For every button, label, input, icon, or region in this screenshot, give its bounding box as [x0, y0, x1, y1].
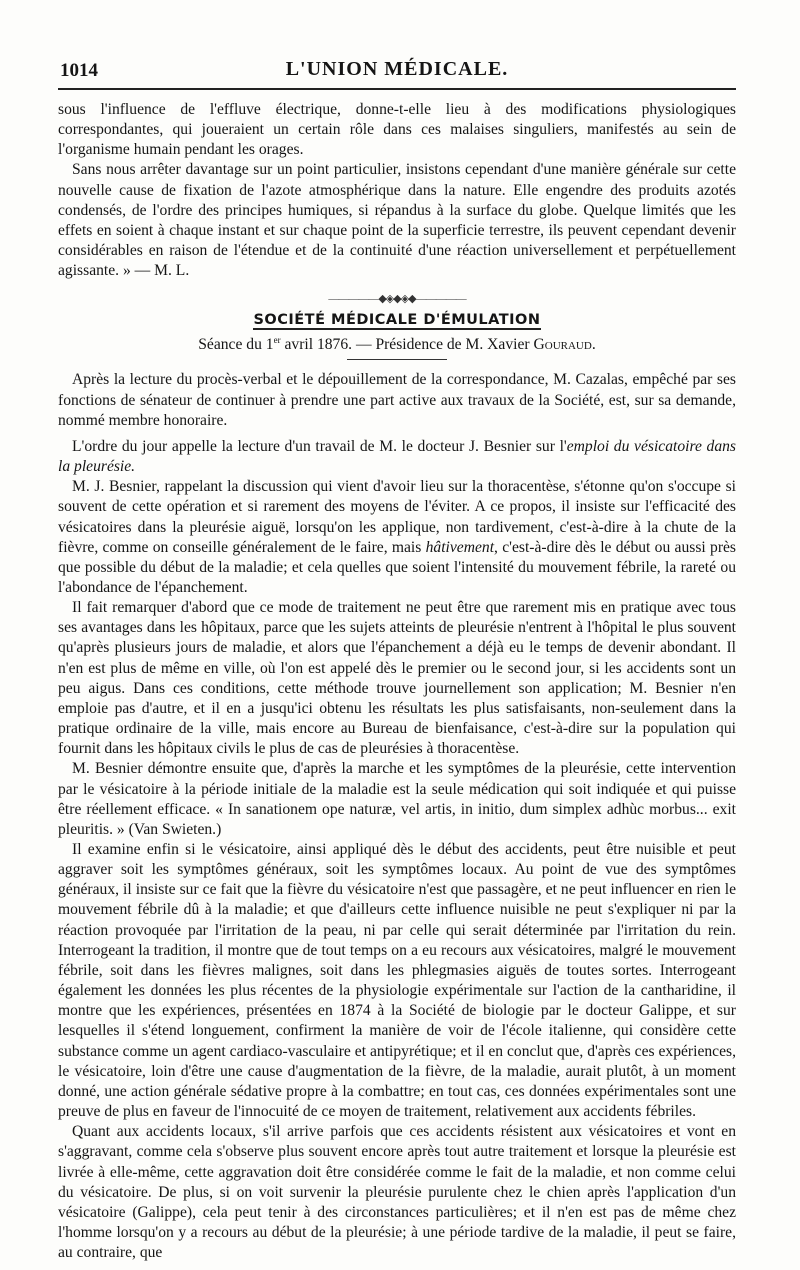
body-paragraph-1: Après la lecture du procès-verbal et le dépouillement de la correspondance, M. Cazalas, empêché par ses fonctions de sénateur de continuer à prendre une part active aux travaux de la Société, est, sur sa demande, nommé membre honoraire.	[58, 371, 736, 429]
body-paragraph-3-text-a: M. J. Besnier, rappelant la discussion qui vient d'avoir lieu sur la thoracentèse, s'étonne qu'on s'occupe si souvent de cette opération et si rarement des moyens de l'éviter. A ce propos, il insiste sur l'efficacité des vésicatoires dans la pleurésie aiguë, lorsqu'on les applique, non tardivement, c'est-à-dire à la chute de la fièvre, comme on conseille généralement de le faire, mais	[58, 478, 736, 556]
body-paragraph-3-emphasis: hâtivement	[425, 538, 495, 556]
seance-ordinal: er	[273, 335, 281, 346]
journal-title: L'UNION MÉDICALE.	[285, 58, 509, 80]
body-paragraph-2	[58, 437, 736, 477]
body-paragraph-7: Quant aux accidents locaux, s'il arrive parfois que ces accidents résistent aux vésicatoires et vont en s'aggravant, comme cela s'observe plus souvent encore après tout autre traitement et lorsque la pleurésie est livrée à elle-même, cette aggravation doit être considérée comme le fait de la maladie, et non comme celui du vésicatoire. De plus, si on voit survenir la pleurésie purulente chez le chien après l'application d'un vésicatoire (Galippe), cela peut tenir à des circonstances particulières; et il n'en est pas de même chez l'homme lorsqu'on y a recours au début de la pleurésie; à une période tardive de la maladie, il peut se faire, au contraire, que	[58, 1123, 736, 1262]
body-paragraph-2-text: L'ordre du jour appelle la lecture d'un travail de M. le docteur J. Besnier sur l'	[72, 437, 567, 455]
seance-rule	[347, 359, 447, 360]
section-title	[58, 310, 736, 330]
intro-paragraph-1: sous l'influence de l'effluve électrique, donne-t-elle lieu à des modifications physiologiques correspondantes, qui joueraient un certain rôle dans ces malaises singuliers, manifestés au sein de l'organisme humain pendant les orages.	[58, 101, 736, 159]
document-page	[58, 52, 736, 1263]
seance-text-end: .	[591, 336, 596, 354]
body-paragraph-5: M. Besnier démontre ensuite que, d'après la marche et les symptômes de la pleurésie, cette intervention par le vésicatoire à la période initiale de la maladie est la seule médication qui soit indiquée et qui puisse être réellement efficace. « In sanationem ope naturæ, vel artis, in initio, dum simplex adhùc morbus... exit pleuritis. » (Van Swieten.)	[58, 760, 736, 838]
intro-paragraph-2: Sans nous arrêter davantage sur un point particulier, insistons cependant d'une manière générale sur cette nouvelle cause de fixation de l'azote atmosphérique dans la nature. Elle engendre des produits azotés condensés, de l'ordre des principes humiques, si répandus à la surface du globe. Quelque limités que les effets en soient à chaque instant et sur chaque point de la superficie terrestre, ils peuvent cependant devenir considérables en raison de l'étendue et de la continuité d'une réaction universellement et perpétuellement agissante. » — M. L.	[58, 161, 736, 280]
running-head	[58, 52, 736, 82]
article-text	[58, 100, 736, 1263]
body-paragraph-3	[58, 477, 736, 598]
page-number: 1014	[60, 60, 98, 81]
section-ornament: —————◆◈◆◈◆—————	[328, 293, 466, 306]
seance-line	[58, 335, 736, 355]
section-title-text: SOCIÉTÉ MÉDICALE D'ÉMULATION	[253, 312, 541, 329]
body-paragraph-6: Il examine enfin si le vésicatoire, ainsi appliqué dès le début des accidents, peut être nuisible et peut aggraver soit les symptômes généraux, soit les symptômes locaux. Au point de vue des symptômes généraux, il insiste sur ce fait que la fièvre du vésicatoire n'est que passagère, et ne peut influencer en rien le mouvement fébrile dû à la maladie; et que d'ailleurs cette influence nuisible ne peut s'expliquer ni par la réaction provoquée par l'irritation de la peau, ni par celle qui serait déterminée par l'irritation du rein. Interrogeant la tradition, il montre que de tout temps on a eu recours aux vésicatoires, malgré le mouvement fébrile, soit dans les fièvres malignes, soit dans les phlegmasies aiguës de toutes sortes. Interrogeant également les données les plus récentes de la physiologie expérimentale sur l'action de la cantharidine, il montre que les expériences, présentées en 1874 à la Société de biologie par le docteur Galippe, et sur lesquelles il s'étend longuement, confirment la manière de voir de l'école italienne, qui considère cette substance comme un agent cardiaco-vasculaire et antipyrétique; et il en conclut que, d'après ces expériences, le vésicatoire, loin d'être une cause d'augmentation de la fièvre, de la maladie, aurait plutôt, à un moment donné, une action générale sédative propre à la combattre; en tout cas, ces données expérimentales sont une preuve de plus en faveur de l'innocuité de ce moyen de traitement, relativement aux accidents fébriles.	[58, 841, 736, 1121]
seance-text-start: Séance du 1	[198, 336, 274, 354]
seance-text-middle: avril 1876. — Présidence de M. Xavier	[280, 336, 534, 354]
header-rule	[58, 88, 736, 90]
body-paragraph-4: Il fait remarquer d'abord que ce mode de traitement ne peut être que rarement mis en pratique avec tous ses avantages dans les hôpitaux, parce que les sujets atteints de pleurésie n'entrent à l'hôpital le plus souvent qu'après plusieurs jours de maladie, et alors que l'épanchement a déjà eu le temps de devenir abondant. Il n'en est plus de même en ville, où l'on est appelé dès le premier ou le second jour, si les accidents sont un peu aigus. Dans ces conditions, cette méthode trouve journellement son application; M. Besnier n'en emploie pas d'autre, et il en a jusqu'ici obtenu les résultats les plus satisfaisants, non-seulement dans la pratique ordinaire de la ville, mais encore au Bureau de bienfaisance, c'est-à-dire sur la population qui fournit dans les hôpitaux civils le plus de cas de pleurésies à thoracentèse.	[58, 599, 736, 758]
president-name: Gouraud	[533, 336, 592, 354]
body-paragraph-2-title: emploi du vésicatoire dans la pleurésie.	[58, 437, 736, 476]
body-paragraph-3-text-b: , c'est-à-dire dès le début ou aussi près que possible du début de la maladie; et cela quelles que soient l'intensité du mouvement fébrile, la rareté ou l'abondance de l'épanchement.	[58, 538, 736, 596]
